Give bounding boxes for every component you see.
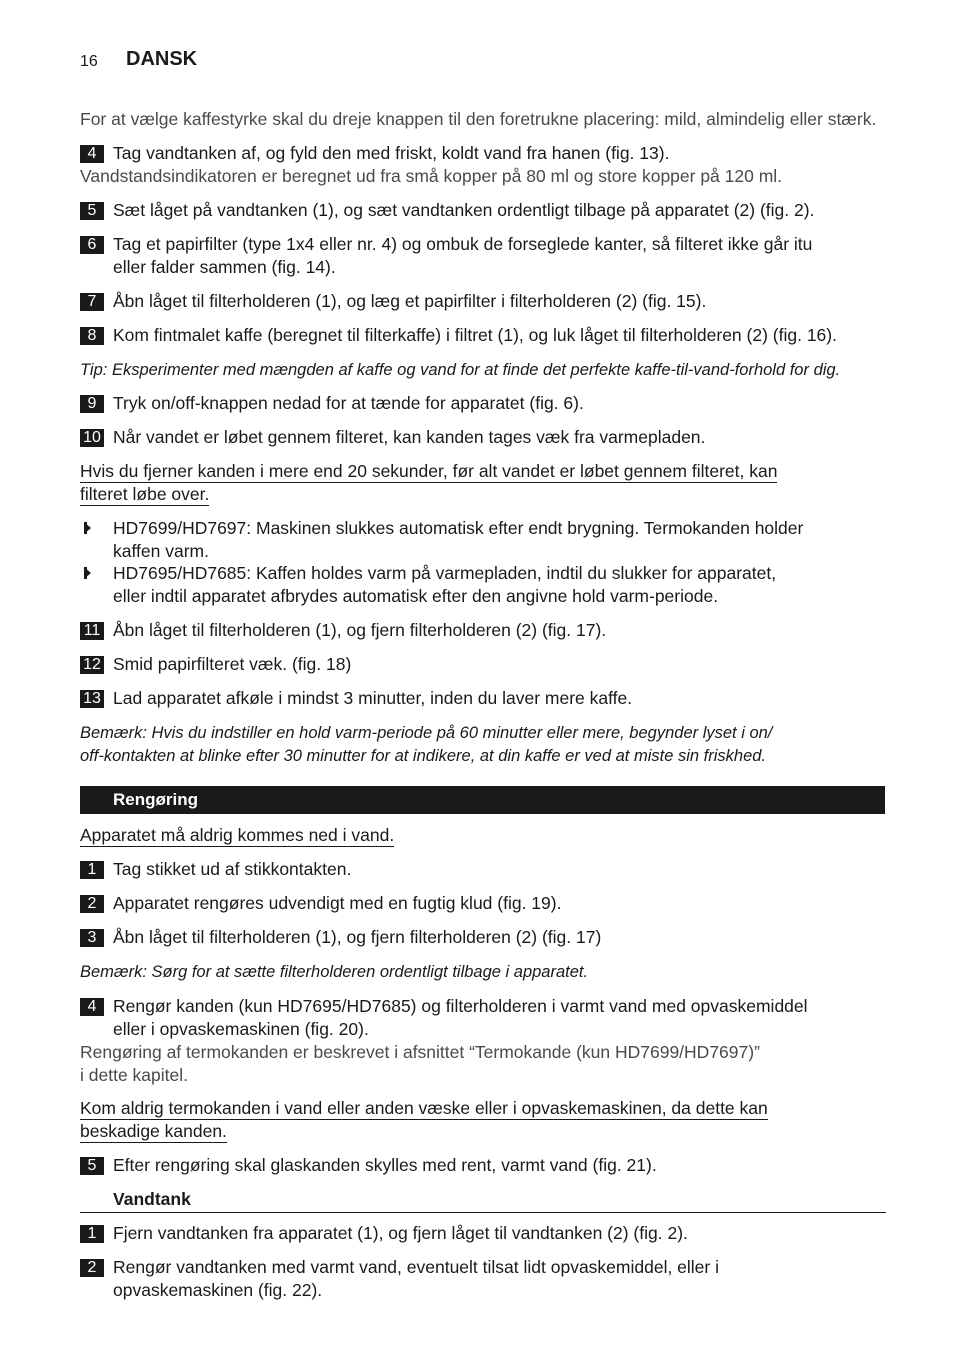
step-text: Rengør vandtanken med varmt vand, eventuelt tilsat lidt opvaskemiddel, eller i <box>113 1257 719 1277</box>
warning-text: Kom aldrig termokanden i vand eller anden væske eller i opvaskemaskinen, da dette kan <box>80 1098 768 1118</box>
section-heading-cleaning <box>80 786 885 814</box>
step-text: Tryk on/off-knappen nedad for at tænde for apparatet (fig. 6). <box>113 393 584 413</box>
step-number: 9 <box>80 395 104 413</box>
note-text: Bemærk: Sørg for at sætte filterholderen ordentligt tilbage i apparatet. <box>80 963 589 981</box>
note-text: Bemærk: Hvis du indstiller en hold varm-periode på 60 minutter eller mere, begynder lyset i on/ <box>80 724 773 742</box>
step-text: Åbn låget til filterholderen (1), og fjern filterholderen (2) (fig. 17). <box>113 620 607 640</box>
bullet-text: HD7695/HD7685: Kaffen holdes varm på varmepladen, indtil du slukker for apparatet, <box>113 563 777 583</box>
step-text: Apparatet rengøres udvendigt med en fugtig klud (fig. 19). <box>113 893 562 913</box>
step-number: 1 <box>80 1225 104 1243</box>
step-text: eller falder sammen (fig. 14). <box>113 257 336 277</box>
warning-line <box>80 460 777 483</box>
note-thermos: Rengøring af termokanden er beskrevet i afsnittet “Termokande (kun HD7699/HD7697)” <box>80 1042 760 1062</box>
step-number: 1 <box>80 861 104 879</box>
step-text: Efter rengøring skal glaskanden skylles med rent, varmt vand (fig. 21). <box>113 1155 657 1175</box>
warning-text: beskadige kanden. <box>80 1121 227 1141</box>
step-text: Kom fintmalet kaffe (beregnet til filterkaffe) i filtret (1), og luk låget til filterholderen (2) (fig. 16). <box>113 325 837 345</box>
step-text: Sæt låget på vandtanken (1), og sæt vandtanken ordentligt tilbage på apparatet (2) (fig. 2). <box>113 200 815 220</box>
step-text: Åbn låget til filterholderen (1), og læg et papirfilter i filterholderen (2) (fig. 15). <box>113 291 707 311</box>
step-text: Tag stikket ud af stikkontakten. <box>113 859 352 879</box>
warning-line <box>80 824 394 847</box>
step-text: Smid papirfilteret væk. (fig. 18) <box>113 654 352 674</box>
page-number: 16 <box>80 53 98 70</box>
warning-text: Hvis du fjerner kanden i mere end 20 sekunder, før alt vandet er løbet gennem filteret, kan <box>80 461 778 481</box>
step-text: Når vandet er løbet gennem filteret, kan kanden tages væk fra varmepladen. <box>113 427 706 447</box>
note-thermos: i dette kapitel. <box>80 1065 188 1085</box>
intro-paragraph: For at vælge kaffestyrke skal du dreje knappen til den foretrukne placering: mild, almindelig eller stærk. <box>80 109 877 129</box>
step-number: 6 <box>80 236 104 254</box>
bullet-icon <box>84 522 91 534</box>
warning-text: filteret løbe over. <box>80 484 210 504</box>
step-number: 3 <box>80 929 104 947</box>
step-text: Lad apparatet afkøle i mindst 3 minutter, inden du laver mere kaffe. <box>113 688 633 708</box>
step-text: opvaskemaskinen (fig. 22). <box>113 1280 323 1300</box>
step-text: Rengør kanden (kun HD7695/HD7685) og filterholderen i varmt vand med opvaskemiddel <box>113 996 808 1016</box>
note-text: off-kontakten at blinke efter 30 minutter for at indikere, at din kaffe er ved at miste sin friskhed. <box>80 747 767 765</box>
warning-line <box>80 1097 768 1120</box>
warning-text: Apparatet må aldrig kommes ned i vand. <box>80 825 395 845</box>
bullet-icon <box>84 567 91 579</box>
bullet-text: eller indtil apparatet afbrydes automatisk efter den angivne hold varm-periode. <box>113 586 719 606</box>
step-number: 11 <box>80 622 104 640</box>
step-number: 2 <box>80 1259 104 1277</box>
step-number: 12 <box>80 656 104 674</box>
step-number: 10 <box>80 429 104 447</box>
step-number: 7 <box>80 293 104 311</box>
tip-text: Tip: Eksperimenter med mængden af kaffe og vand for at finde det perfekte kaffe-til-vand-forhold for dig. <box>80 361 841 379</box>
step-number: 2 <box>80 895 104 913</box>
bullet-text: HD7699/HD7697: Maskinen slukkes automatisk efter endt brygning. Termokanden holder <box>113 518 804 538</box>
step-text: Tag vandtanken af, og fyld den med friskt, koldt vand fra hanen (fig. 13). <box>113 143 670 163</box>
step-number: 5 <box>80 202 104 220</box>
step-text: Tag et papirfilter (type 1x4 eller nr. 4) og ombuk de forseglede kanter, så filteret ikke går itu <box>113 234 813 254</box>
warning-line <box>80 1120 227 1143</box>
subsection-heading-tank: Vandtank <box>113 1189 191 1209</box>
step-text: eller i opvaskemaskinen (fig. 20). <box>113 1019 369 1039</box>
note-water-level: Vandstandsindikatoren er beregnet ud fra små kopper på 80 ml og store kopper på 120 ml. <box>80 166 783 186</box>
page-language-heading: DANSK <box>126 48 198 70</box>
step-text: Åbn låget til filterholderen (1), og fjern filterholderen (2) (fig. 17) <box>113 927 602 947</box>
subsection-rule <box>80 1212 886 1213</box>
step-number: 13 <box>80 690 104 708</box>
section-heading-text: Rengøring <box>113 790 198 809</box>
step-number: 5 <box>80 1157 104 1175</box>
bullet-text: kaffen varm. <box>113 541 209 561</box>
step-number: 8 <box>80 327 104 345</box>
step-number: 4 <box>80 145 104 163</box>
warning-line <box>80 483 209 506</box>
step-number: 4 <box>80 998 104 1016</box>
step-text: Fjern vandtanken fra apparatet (1), og fjern låget til vandtanken (2) (fig. 2). <box>113 1223 688 1243</box>
